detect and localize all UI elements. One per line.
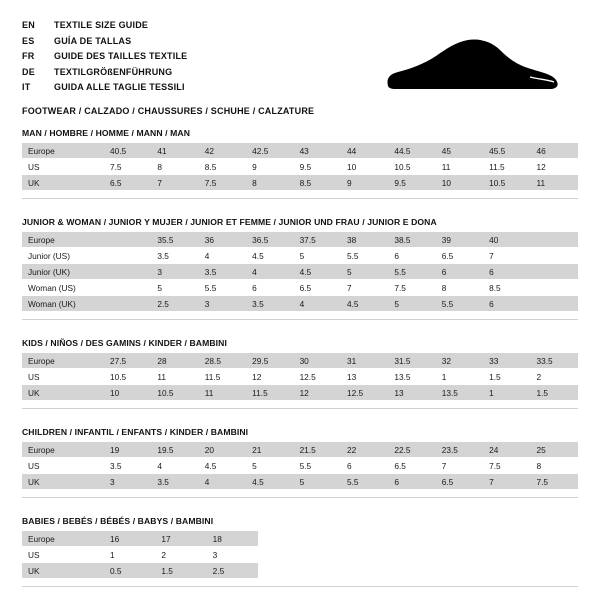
size-cell: 1 <box>104 547 155 563</box>
size-tables <box>22 128 578 587</box>
size-cell: 11 <box>199 385 246 401</box>
size-group <box>22 427 578 498</box>
size-cell: 12.5 <box>341 385 388 401</box>
table-row <box>22 232 578 248</box>
size-cell: 7 <box>483 248 530 264</box>
size-cell: 6 <box>436 264 483 280</box>
size-cell: 7.5 <box>531 474 578 490</box>
size-cell: 12 <box>246 369 293 385</box>
size-cell: 13.5 <box>388 369 435 385</box>
size-cell: 4 <box>199 474 246 490</box>
size-group-title: KIDS / NIÑOS / DES GAMINS / KINDER / BAMBINI <box>22 338 227 348</box>
size-cell: 10 <box>341 159 388 175</box>
language-row <box>22 34 314 50</box>
size-cell: 19 <box>104 442 151 458</box>
size-cell: 12 <box>531 159 578 175</box>
size-table <box>22 231 578 311</box>
language-code: IT <box>22 82 31 92</box>
size-cell: 1 <box>483 385 530 401</box>
size-group <box>22 338 578 409</box>
size-group-title: BABIES / BEBÉS / BÉBÉS / BABYS / BAMBINI <box>22 516 214 526</box>
language-row <box>22 80 314 96</box>
size-cell: 3.5 <box>151 474 198 490</box>
size-cell: 11.5 <box>246 385 293 401</box>
size-group-title: MAN / HOMBRE / HOMME / MANN / MAN <box>22 128 191 138</box>
table-row <box>22 248 578 264</box>
size-cell: 3 <box>151 264 198 280</box>
size-cell: 36 <box>199 232 246 248</box>
table-row <box>22 353 578 369</box>
row-label: US <box>22 369 104 385</box>
size-cell: 4 <box>199 248 246 264</box>
size-cell: 3.5 <box>151 248 198 264</box>
size-cell: 39 <box>436 232 483 248</box>
size-cell: 6 <box>246 280 293 296</box>
size-cell: 44 <box>341 143 388 159</box>
size-cell: 5.5 <box>199 280 246 296</box>
size-cell: 11 <box>436 159 483 175</box>
size-cell <box>104 248 151 264</box>
size-cell: 6 <box>341 458 388 474</box>
size-cell: 5 <box>294 248 341 264</box>
size-cell: 25 <box>531 442 578 458</box>
language-row <box>22 49 314 65</box>
size-cell: 7 <box>151 175 198 191</box>
size-cell: 43 <box>294 143 341 159</box>
size-cell: 13.5 <box>436 385 483 401</box>
size-cell: 22 <box>341 442 388 458</box>
size-cell: 8 <box>151 159 198 175</box>
category-title: FOOTWEAR / CALZADO / CHAUSSURES / SCHUHE / CALZATURE <box>22 105 315 116</box>
size-cell: 5.5 <box>341 248 388 264</box>
section-divider <box>22 408 578 409</box>
size-cell: 44.5 <box>388 143 435 159</box>
size-cell: 38.5 <box>388 232 435 248</box>
size-cell: 2 <box>531 369 578 385</box>
language-title: TEXTILGRÖßENFÜHRUNG <box>54 66 173 77</box>
size-cell: 1.5 <box>155 563 206 579</box>
size-cell <box>104 280 151 296</box>
size-cell: 13 <box>388 385 435 401</box>
size-cell: 6 <box>483 296 530 312</box>
size-cell <box>531 280 578 296</box>
size-cell: 24 <box>483 442 530 458</box>
size-cell: 5.5 <box>436 296 483 312</box>
size-cell: 7.5 <box>104 159 151 175</box>
size-cell: 29.5 <box>246 353 293 369</box>
language-title: GUIDA ALLE TAGLIE TESSILI <box>54 82 185 92</box>
size-cell: 8.5 <box>199 159 246 175</box>
row-label: Junior (US) <box>22 248 104 264</box>
size-cell: 10.5 <box>483 175 530 191</box>
size-table <box>22 352 578 400</box>
size-cell: 30 <box>294 353 341 369</box>
size-cell: 5 <box>151 280 198 296</box>
size-cell <box>104 296 151 312</box>
table-row <box>22 385 578 401</box>
size-cell: 0.5 <box>104 563 155 579</box>
size-group <box>22 128 578 199</box>
table-row <box>22 531 258 547</box>
language-code: ES <box>22 35 35 46</box>
size-cell: 37.5 <box>294 232 341 248</box>
page-header <box>22 18 578 116</box>
size-cell: 9.5 <box>388 175 435 191</box>
row-label: Europe <box>22 143 104 159</box>
size-cell: 10 <box>436 175 483 191</box>
row-label: US <box>22 547 104 563</box>
size-cell: 5.5 <box>388 264 435 280</box>
row-label: Woman (US) <box>22 280 104 296</box>
size-cell: 2 <box>155 547 206 563</box>
size-cell: 6 <box>483 264 530 280</box>
size-cell: 6 <box>388 474 435 490</box>
size-cell: 7.5 <box>199 175 246 191</box>
size-cell: 2.5 <box>151 296 198 312</box>
section-divider <box>22 319 578 320</box>
table-row <box>22 296 578 312</box>
size-cell <box>531 296 578 312</box>
size-cell: 23.5 <box>436 442 483 458</box>
size-cell: 3.5 <box>246 296 293 312</box>
row-label: Europe <box>22 442 104 458</box>
size-cell: 6.5 <box>436 474 483 490</box>
row-label: Woman (UK) <box>22 296 104 312</box>
size-cell: 46 <box>531 143 578 159</box>
size-cell: 8 <box>246 175 293 191</box>
language-code: DE <box>22 66 35 77</box>
size-cell: 6 <box>388 248 435 264</box>
row-label: Europe <box>22 232 104 248</box>
size-cell: 6.5 <box>388 458 435 474</box>
size-cell: 33.5 <box>531 353 578 369</box>
size-cell: 5 <box>341 264 388 280</box>
row-label: UK <box>22 175 104 191</box>
section-divider <box>22 586 578 587</box>
size-cell: 7.5 <box>388 280 435 296</box>
table-row <box>22 369 578 385</box>
size-cell: 5 <box>246 458 293 474</box>
size-cell: 8.5 <box>483 280 530 296</box>
size-cell: 9.5 <box>294 159 341 175</box>
size-cell: 5.5 <box>294 458 341 474</box>
size-cell: 3 <box>104 474 151 490</box>
size-cell: 40.5 <box>104 143 151 159</box>
row-label: Europe <box>22 531 104 547</box>
size-cell: 12 <box>294 385 341 401</box>
language-code: EN <box>22 20 35 30</box>
language-title: GUÍA DE TALLAS <box>54 35 132 46</box>
size-cell: 5.5 <box>341 474 388 490</box>
size-cell: 11.5 <box>483 159 530 175</box>
size-cell: 17 <box>155 531 206 547</box>
size-cell: 32 <box>436 353 483 369</box>
size-cell: 5 <box>294 474 341 490</box>
row-label: Junior (UK) <box>22 264 104 280</box>
size-cell: 4.5 <box>294 264 341 280</box>
language-title-list <box>22 18 314 116</box>
size-cell: 3.5 <box>104 458 151 474</box>
size-cell: 42.5 <box>246 143 293 159</box>
row-label: UK <box>22 385 104 401</box>
row-label: US <box>22 458 104 474</box>
table-row <box>22 175 578 191</box>
size-cell: 28.5 <box>199 353 246 369</box>
section-divider <box>22 497 578 498</box>
table-row <box>22 563 258 579</box>
size-cell: 6.5 <box>104 175 151 191</box>
table-row <box>22 264 578 280</box>
size-cell: 9 <box>341 175 388 191</box>
size-cell: 1.5 <box>483 369 530 385</box>
size-group <box>22 217 578 320</box>
size-cell: 10 <box>104 385 151 401</box>
language-row <box>22 65 314 81</box>
size-cell: 10.5 <box>151 385 198 401</box>
size-cell: 11 <box>531 175 578 191</box>
language-code: FR <box>22 51 35 61</box>
size-table <box>22 441 578 489</box>
table-row <box>22 280 578 296</box>
row-label: UK <box>22 563 104 579</box>
size-cell: 42 <box>199 143 246 159</box>
size-group <box>22 516 578 587</box>
size-cell: 7 <box>436 458 483 474</box>
size-cell: 5 <box>388 296 435 312</box>
size-cell: 33 <box>483 353 530 369</box>
size-cell: 4 <box>246 264 293 280</box>
size-cell: 38 <box>341 232 388 248</box>
size-cell: 4.5 <box>341 296 388 312</box>
size-cell: 3.5 <box>199 264 246 280</box>
size-cell <box>104 264 151 280</box>
size-cell: 8.5 <box>294 175 341 191</box>
row-label: US <box>22 159 104 175</box>
size-cell: 40 <box>483 232 530 248</box>
size-cell <box>104 232 151 248</box>
size-cell: 4 <box>151 458 198 474</box>
size-group-title: CHILDREN / INFANTIL / ENFANTS / KINDER / BAMBINI <box>22 427 249 437</box>
size-cell: 16 <box>104 531 155 547</box>
size-cell: 36.5 <box>246 232 293 248</box>
size-group-title: JUNIOR & WOMAN / JUNIOR Y MUJER / JUNIOR ET FEMME / JUNIOR UND FRAU / JUNIOR E DONA <box>22 217 437 227</box>
size-cell: 4.5 <box>246 248 293 264</box>
size-cell: 10.5 <box>388 159 435 175</box>
table-row <box>22 143 578 159</box>
size-cell: 21.5 <box>294 442 341 458</box>
size-cell: 7.5 <box>483 458 530 474</box>
size-cell: 18 <box>207 531 258 547</box>
language-title: TEXTILE SIZE GUIDE <box>54 20 149 30</box>
size-cell <box>531 264 578 280</box>
row-label: UK <box>22 474 104 490</box>
size-cell: 4.5 <box>246 474 293 490</box>
size-cell <box>531 248 578 264</box>
size-table <box>22 530 258 578</box>
size-cell: 9 <box>246 159 293 175</box>
table-row <box>22 159 578 175</box>
language-row <box>22 18 314 34</box>
size-cell: 12.5 <box>294 369 341 385</box>
size-cell: 8 <box>436 280 483 296</box>
size-cell: 7 <box>341 280 388 296</box>
size-cell: 10.5 <box>104 369 151 385</box>
table-row <box>22 458 578 474</box>
size-cell: 3 <box>207 547 258 563</box>
table-row <box>22 474 578 490</box>
size-cell: 6.5 <box>294 280 341 296</box>
size-cell: 8 <box>531 458 578 474</box>
size-cell: 2.5 <box>207 563 258 579</box>
size-cell: 6.5 <box>436 248 483 264</box>
size-cell: 4 <box>294 296 341 312</box>
size-cell: 4.5 <box>199 458 246 474</box>
size-cell: 11.5 <box>199 369 246 385</box>
size-cell: 11 <box>151 369 198 385</box>
section-divider <box>22 198 578 199</box>
size-cell: 28 <box>151 353 198 369</box>
size-cell: 19.5 <box>151 442 198 458</box>
size-cell <box>531 232 578 248</box>
size-cell: 41 <box>151 143 198 159</box>
table-row <box>22 442 578 458</box>
size-cell: 45 <box>436 143 483 159</box>
language-title: GUIDE DES TAILLES TEXTILE <box>54 51 188 61</box>
size-cell: 1 <box>436 369 483 385</box>
size-cell: 31 <box>341 353 388 369</box>
size-cell: 31.5 <box>388 353 435 369</box>
size-cell: 20 <box>199 442 246 458</box>
size-cell: 45.5 <box>483 143 530 159</box>
size-cell: 1.5 <box>531 385 578 401</box>
size-cell: 21 <box>246 442 293 458</box>
size-table <box>22 142 578 190</box>
size-cell: 22.5 <box>388 442 435 458</box>
size-cell: 35.5 <box>151 232 198 248</box>
size-cell: 7 <box>483 474 530 490</box>
size-cell: 27.5 <box>104 353 151 369</box>
size-cell: 3 <box>199 296 246 312</box>
row-label: Europe <box>22 353 104 369</box>
table-row <box>22 547 258 563</box>
size-cell: 13 <box>341 369 388 385</box>
dress-shoe-icon <box>380 36 560 100</box>
